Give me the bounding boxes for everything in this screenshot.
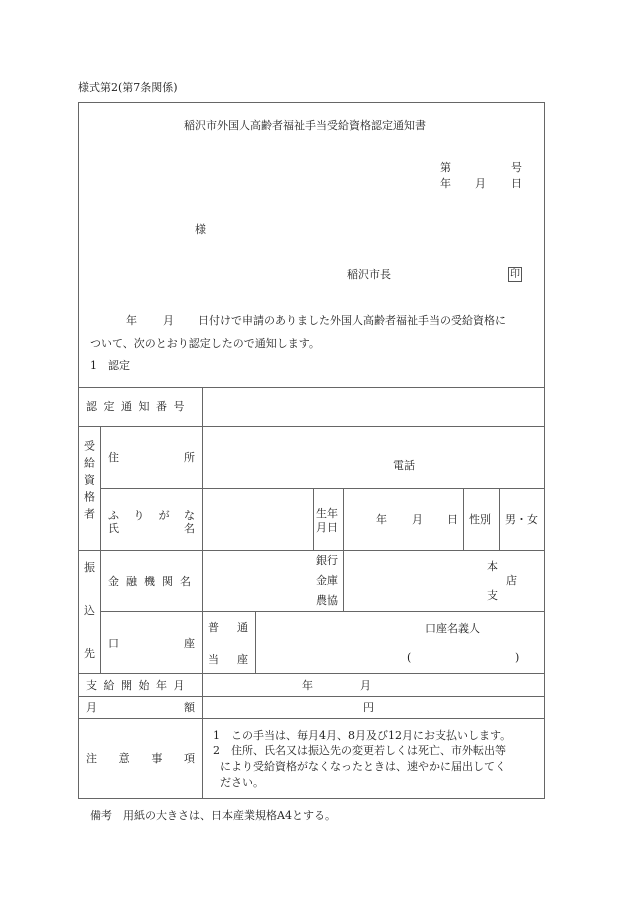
col-line (100, 426, 101, 673)
document-title: 稲沢市外国人高齢者福祉手当受給資格認定通知書 (184, 119, 426, 132)
furigana-char: が (158, 509, 170, 522)
row-line (100, 488, 545, 489)
document-frame (78, 102, 545, 799)
transfer-group-3: 先 (84, 647, 95, 660)
branch-sub: 支 (487, 589, 498, 602)
body-line1: 日付けで申請のありました外国人高齢者福祉手当の受給資格に (198, 314, 506, 327)
furigana-char: な (183, 509, 195, 522)
address-label-1: 住 (108, 451, 119, 464)
notes-label-char: 事 (151, 752, 163, 765)
transfer-group-1: 振 (84, 561, 95, 574)
bank-type-bank: 銀行 (316, 554, 338, 567)
birth-day: 日 (447, 513, 458, 526)
section-heading: 1 認定 (90, 359, 130, 372)
furigana-label (108, 510, 195, 521)
amount-unit: 円 (363, 701, 374, 714)
row-line (78, 426, 545, 427)
amount-label-1: 月 (86, 701, 97, 714)
account-label (108, 638, 195, 649)
col-line (463, 488, 464, 550)
issuer: 稲沢市長 (347, 268, 391, 281)
body-line2: ついて、次のとおり認定したので通知します。 (90, 337, 320, 350)
birth-month: 月 (412, 513, 423, 526)
account-type-current (208, 654, 248, 665)
body-month: 月 (163, 314, 174, 327)
account-type-ordinary (208, 622, 248, 633)
date-year: 年 (440, 177, 451, 190)
birth-label-1: 生年 (316, 507, 338, 520)
cert-number-label: 認定通知番号 (86, 400, 191, 413)
notes-label (86, 753, 195, 764)
account-type-char: 座 (237, 653, 248, 666)
branch-store: 店 (506, 574, 517, 587)
form-number: 様式第2(第7条関係) (78, 81, 178, 94)
notes-label-char: 意 (118, 752, 130, 765)
recipient-group-text: 受給資格者 (82, 440, 96, 525)
note-line-2: 2 住所、氏名又は振込先の変更若しくは死亡、市外転出等 (213, 744, 506, 757)
name-label-2: 名 (184, 522, 195, 535)
col-line (313, 488, 314, 550)
furigana-char: ふ (108, 509, 119, 522)
note-line-4: ださい。 (220, 776, 264, 789)
notes-label-char: 項 (183, 752, 195, 765)
account-type-char: 普 (208, 621, 219, 634)
note-line-1: 1 この手当は、毎月4月、8月及び12月にお支払いします。 (213, 729, 512, 742)
row-line (78, 718, 545, 719)
holder-label: 口座名義人 (425, 622, 480, 635)
holder-close: ) (515, 651, 520, 664)
seal-mark: 印 (510, 269, 520, 280)
date-month: 月 (475, 177, 486, 190)
col-line (202, 387, 203, 799)
birth-year: 年 (376, 513, 387, 526)
row-line (78, 673, 545, 674)
row-line (78, 696, 545, 697)
body-year: 年 (126, 314, 137, 327)
account-type-char: 通 (237, 621, 248, 634)
bank-type-nokyo: 農協 (316, 594, 338, 607)
number-suffix: 号 (511, 161, 522, 174)
account-label-2: 座 (184, 637, 195, 650)
row-line (100, 611, 545, 612)
note-line-3: により受給資格がなくなったときは、速やかに届出してく (220, 760, 506, 773)
amount-label-2: 額 (184, 701, 195, 714)
number-prefix: 第 (440, 161, 451, 174)
branch-main: 本 (487, 560, 498, 573)
address-label-2: 所 (184, 451, 195, 464)
col-line (343, 488, 344, 611)
name-label-1: 氏 (108, 522, 119, 535)
transfer-group-2: 込 (84, 604, 95, 617)
sex-options: 男・女 (505, 513, 538, 526)
row-line (78, 387, 545, 388)
phone-label: 電話 (393, 459, 415, 472)
addressee-suffix: 様 (195, 223, 206, 236)
date-day: 日 (511, 177, 522, 190)
name-label (108, 523, 195, 534)
start-label: 支給開始年月 (86, 679, 191, 692)
notes-label-char: 注 (86, 752, 97, 765)
birth-label-2: 月日 (316, 521, 338, 534)
bank-label: 金融機関名 (108, 575, 198, 588)
account-label-1: 口 (108, 637, 119, 650)
account-type-char: 当 (208, 653, 219, 666)
bank-type-shinkin: 金庫 (316, 574, 338, 587)
start-month: 月 (360, 679, 371, 692)
col-line (255, 611, 256, 673)
remark: 備考 用紙の大きさは、日本産業規格A4とする。 (90, 809, 336, 822)
furigana-char: り (133, 509, 145, 522)
sex-label: 性別 (469, 513, 491, 526)
row-line (78, 550, 545, 551)
amount-label (86, 702, 195, 713)
holder-open: ( (407, 651, 412, 664)
col-line (499, 488, 500, 550)
recipient-group-label (82, 440, 96, 525)
start-year: 年 (302, 679, 313, 692)
address-label (108, 452, 195, 463)
